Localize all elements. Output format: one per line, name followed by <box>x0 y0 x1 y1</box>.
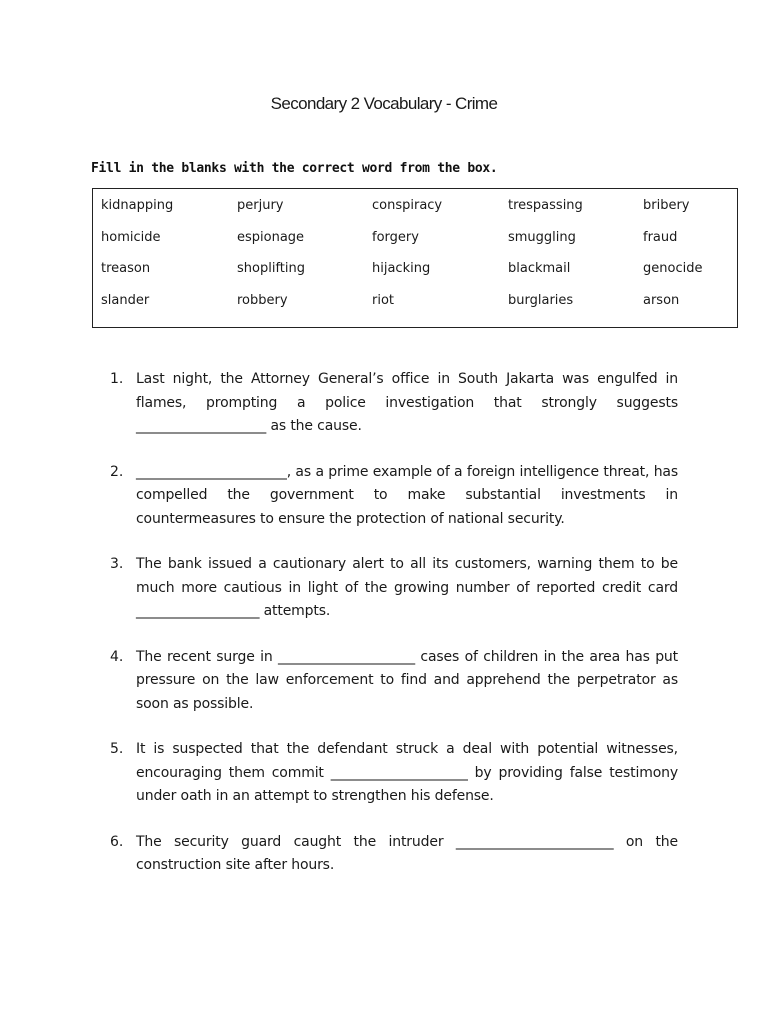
worksheet-title: Secondary 2 Vocabulary - Crime <box>270 94 498 113</box>
question-text: It is suspected that the defendant struck a deal with potential witnesses, encouraging them commit ____________________ by providing false testimony under oath in an attempt to strengthen his defense. <box>136 741 678 804</box>
word-box-row <box>93 292 737 312</box>
word-box-word: riot <box>372 293 395 308</box>
word-box-word: bribery <box>643 198 690 213</box>
word-box-word: burglaries <box>508 293 574 308</box>
question-number: 6. <box>110 833 124 850</box>
word-box-word: perjury <box>237 198 284 213</box>
question-item <box>110 831 678 878</box>
word-box-word: hijacking <box>372 261 431 276</box>
question-text: Last night, the Attorney General’s office in South Jakarta was engulfed in flames, prompting a police investigation that strongly suggests ___________________ as the cause. <box>136 371 678 434</box>
word-box-word: forgery <box>372 230 419 245</box>
word-box-word: treason <box>101 261 151 276</box>
word-box-word: fraud <box>643 230 678 245</box>
word-box <box>92 188 738 328</box>
word-box-word: espionage <box>237 230 305 245</box>
question-number: 5. <box>110 741 124 757</box>
word-box-word: slander <box>101 293 150 308</box>
word-box-word: robbery <box>237 293 288 308</box>
question-number: 3. <box>110 556 124 572</box>
question-text: The security guard caught the intruder _______________________ on the construction site after hours. <box>136 833 678 873</box>
word-box-row <box>93 197 737 217</box>
question-text: ______________________, as a prime example of a foreign intelligence threat, has compelled the government to make substantial investments in countermeasures to ensure the protection of national security. <box>136 463 678 527</box>
word-box-word: blackmail <box>508 261 571 276</box>
question-item <box>110 738 678 809</box>
word-box-row <box>93 260 737 280</box>
word-box-word: trespassing <box>508 198 583 213</box>
question-item <box>110 368 678 439</box>
question-item <box>110 646 678 717</box>
question-text: The recent surge in ____________________ cases of children in the area has put pressure on the law enforcement to find and apprehend the perpetrator as soon as possible. <box>136 648 678 712</box>
word-box-word: conspiracy <box>372 198 443 213</box>
question-item <box>110 553 678 624</box>
word-box-word: smuggling <box>508 230 576 245</box>
word-box-word: homicide <box>101 230 161 245</box>
question-text: The bank issued a cautionary alert to all its customers, warning them to be much more cautious in light of the growing number of reported credit card __________________ attempts. <box>136 556 678 619</box>
instruction-text: Fill in the blanks with the correct word from the box. <box>91 161 498 176</box>
word-box-word: arson <box>643 293 680 308</box>
question-number: 1. <box>110 371 124 387</box>
word-box-word: kidnapping <box>101 198 174 213</box>
word-box-word: genocide <box>643 261 703 276</box>
question-item <box>110 461 678 532</box>
question-number: 4. <box>110 648 124 665</box>
word-box-word: shoplifting <box>237 261 305 276</box>
word-box-row <box>93 229 737 249</box>
question-number: 2. <box>110 463 124 480</box>
question-list <box>110 368 678 900</box>
